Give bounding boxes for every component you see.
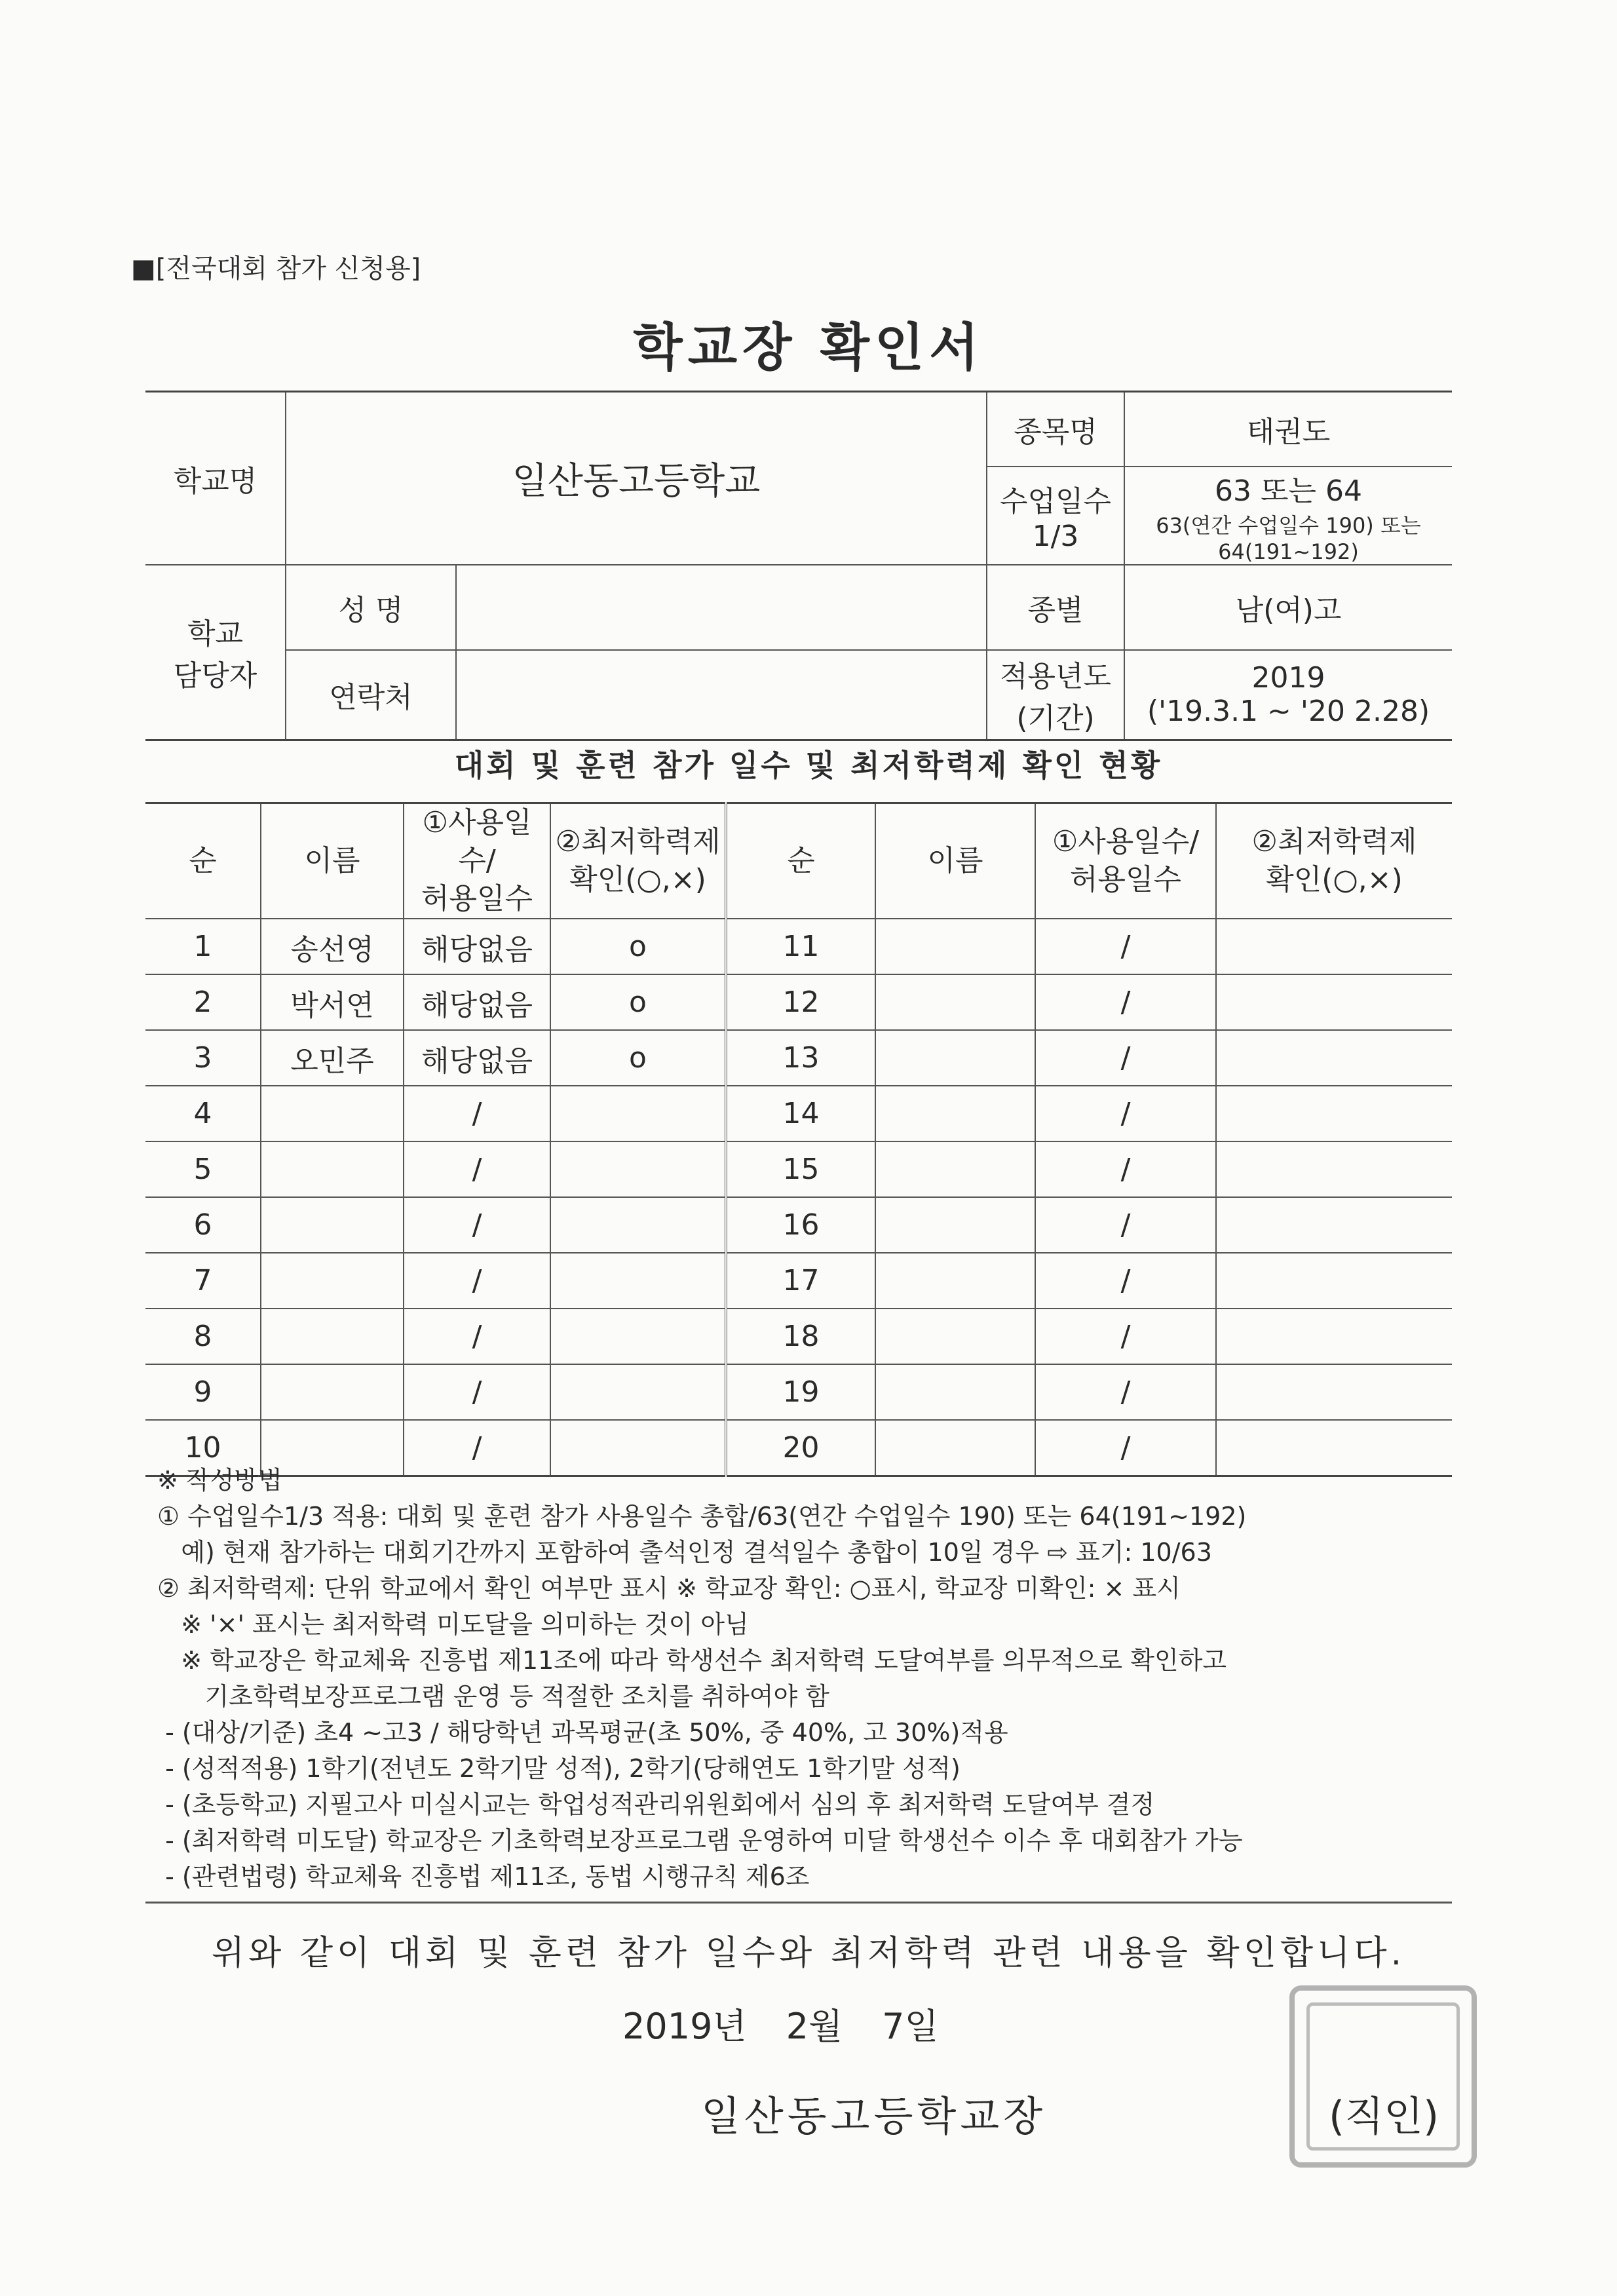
row-check — [550, 1309, 726, 1364]
row-check — [1216, 1086, 1452, 1141]
instruction-line: - (대상/기준) 초4 ~고3 / 해당학년 과목평균(초 50%, 중 40%, 고 30%)적용 — [157, 1718, 1008, 1747]
sport-value: 태권도 — [1124, 392, 1452, 467]
row-days: / — [1035, 1030, 1216, 1086]
row-check — [550, 1086, 726, 1141]
row-name — [875, 1309, 1035, 1364]
row-days: / — [1035, 1086, 1216, 1141]
row-name — [875, 1141, 1035, 1197]
row-name — [875, 1253, 1035, 1309]
row-days: 해당없음 — [404, 1030, 550, 1086]
contact-value — [456, 650, 987, 740]
col-days: ①사용일수/ 허용일수 — [1035, 803, 1216, 919]
row-no: 2 — [145, 974, 261, 1030]
row-no: 9 — [145, 1364, 261, 1420]
row-check — [550, 1364, 726, 1420]
seal-label: (직인) — [1329, 2092, 1439, 2140]
col-no: 순 — [145, 803, 261, 919]
class-days-label: 수업일수 1/3 — [987, 467, 1124, 565]
table-row — [145, 919, 1452, 974]
row-days: / — [404, 1086, 550, 1141]
row-check — [1216, 1364, 1452, 1420]
row-no: 10 — [145, 1420, 261, 1476]
row-no: 20 — [726, 1420, 875, 1476]
table-header-row — [145, 803, 1452, 919]
year-label: 적용년도 (기간) — [987, 650, 1124, 740]
row-check — [1216, 1141, 1452, 1197]
sport-label: 종목명 — [987, 392, 1124, 467]
row-days: / — [1035, 974, 1216, 1030]
row-days: / — [1035, 1253, 1216, 1309]
instruction-line: 기초학력보장프로그램 운영 등 적절한 조치를 취하여야 함 — [157, 1682, 829, 1711]
row-name — [261, 1141, 404, 1197]
row-name — [875, 919, 1035, 974]
row-check — [1216, 1197, 1452, 1253]
row-days: / — [404, 1420, 550, 1476]
instruction-line: - (초등학교) 지필고사 미실시교는 학업성적관리위원회에서 심의 후 최저학력 도달여부 결정 — [157, 1790, 1155, 1819]
table-row — [145, 1197, 1452, 1253]
row-name — [875, 1086, 1035, 1141]
table-row — [145, 1253, 1452, 1309]
row-no: 4 — [145, 1086, 261, 1141]
row-no: 17 — [726, 1253, 875, 1309]
row-days: / — [404, 1309, 550, 1364]
row-days: / — [1035, 1420, 1216, 1476]
row-name: 송선영 — [261, 919, 404, 974]
row-check — [550, 1197, 726, 1253]
gender-value: 남(여)고 — [1124, 565, 1452, 650]
row-days: / — [1035, 1197, 1216, 1253]
row-no: 14 — [726, 1086, 875, 1141]
row-days: / — [404, 1141, 550, 1197]
class-days-value: 63 또는 64 63(연간 수업일수 190) 또는 64(191~192) — [1124, 467, 1452, 565]
row-no: 19 — [726, 1364, 875, 1420]
row-days: / — [1035, 1141, 1216, 1197]
row-check — [1216, 1309, 1452, 1364]
col-check: ②최저학력제 확인(○,×) — [1216, 803, 1452, 919]
instruction-line: - (성적적용) 1학기(전년도 2학기말 성적), 2학기(당해연도 1학기말 성적) — [157, 1754, 961, 1783]
row-name — [261, 1086, 404, 1141]
row-no: 18 — [726, 1309, 875, 1364]
row-check: o — [550, 1030, 726, 1086]
instructions — [157, 1463, 1461, 1895]
table-row — [145, 1030, 1452, 1086]
row-no: 3 — [145, 1030, 261, 1086]
row-no: 6 — [145, 1197, 261, 1253]
name-value — [456, 565, 987, 650]
row-check — [1216, 919, 1452, 974]
instruction-line: ※ '×' 표시는 최저학력 미도달을 의미하는 것이 아님 — [157, 1610, 749, 1639]
principal-title: 일산동고등학교장 — [701, 2092, 1047, 2140]
table-row — [145, 1364, 1452, 1420]
row-name — [261, 1364, 404, 1420]
section-title: 대회 및 훈련 참가 일수 및 최저학력제 확인 현황 — [454, 748, 1163, 783]
row-check — [550, 1253, 726, 1309]
row-days: / — [404, 1253, 550, 1309]
row-days: / — [1035, 919, 1216, 974]
contact-label: 연락처 — [286, 650, 456, 740]
row-name — [875, 1364, 1035, 1420]
instruction-line: - (관련법령) 학교체육 진흥법 제11조, 동법 시행규칙 제6조 — [157, 1862, 810, 1891]
col-check: ②최저학력제 확인(○,×) — [550, 803, 726, 919]
row-no: 16 — [726, 1197, 875, 1253]
table-row — [145, 1141, 1452, 1197]
instruction-line: ※ 작성방법 — [157, 1466, 282, 1495]
row-check: o — [550, 974, 726, 1030]
row-no: 8 — [145, 1309, 261, 1364]
row-no: 11 — [726, 919, 875, 974]
participation-table — [145, 802, 1452, 1477]
school-info-table — [145, 391, 1452, 741]
col-name: 이름 — [261, 803, 404, 919]
row-no: 7 — [145, 1253, 261, 1309]
document-date: 2019년 2월 7일 — [622, 2006, 939, 2047]
row-days: / — [404, 1364, 550, 1420]
instruction-line: ※ 학교장은 학교체육 진흥법 제11조에 따라 학생선수 최저학력 도달여부를 의무적으로 확인하고 — [157, 1646, 1227, 1675]
row-check — [1216, 974, 1452, 1030]
school-name-label: 학교명 — [145, 392, 286, 565]
row-name: 박서연 — [261, 974, 404, 1030]
row-no: 12 — [726, 974, 875, 1030]
row-days: / — [1035, 1309, 1216, 1364]
row-no: 1 — [145, 919, 261, 974]
table-row — [145, 1309, 1452, 1364]
table-row — [145, 1086, 1452, 1141]
row-days: / — [404, 1197, 550, 1253]
name-label: 성 명 — [286, 565, 456, 650]
row-name — [875, 1197, 1035, 1253]
row-days: / — [1035, 1364, 1216, 1420]
instruction-line: ② 최저학력제: 단위 학교에서 확인 여부만 표시 ※ 학교장 확인: ○표시, 학교장 미확인: × 표시 — [157, 1574, 1181, 1603]
confirmation-statement: 위와 같이 대회 및 훈련 참가 일수와 최저학력 관련 내용을 확인합니다. — [211, 1934, 1406, 1973]
school-name-value: 일산동고등학교 — [286, 392, 987, 565]
row-days: 해당없음 — [404, 974, 550, 1030]
row-no: 15 — [726, 1141, 875, 1197]
manager-label: 학교 담당자 — [145, 565, 286, 740]
row-check — [1216, 1253, 1452, 1309]
row-name — [875, 1030, 1035, 1086]
col-days: ①사용일수/ 허용일수 — [404, 803, 550, 919]
col-name: 이름 — [875, 803, 1035, 919]
divider — [145, 1902, 1452, 1904]
row-check: o — [550, 919, 726, 974]
table-row — [145, 974, 1452, 1030]
col-no: 순 — [726, 803, 875, 919]
instruction-line: 예) 현재 참가하는 대회기간까지 포함하여 출석인정 결석일수 총합이 10일 경우 ⇨ 표기: 10/63 — [157, 1538, 1212, 1567]
row-name — [261, 1253, 404, 1309]
row-check — [1216, 1030, 1452, 1086]
instruction-line: - (최저학력 미도달) 학교장은 기초학력보장프로그램 운영하여 미달 학생선수 이수 후 대회참가 가능 — [157, 1826, 1243, 1855]
document-title: 학교장 확인서 — [633, 318, 984, 377]
row-name — [261, 1197, 404, 1253]
row-days: 해당없음 — [404, 919, 550, 974]
gender-label: 종별 — [987, 565, 1124, 650]
row-name: 오민주 — [261, 1030, 404, 1086]
row-no: 13 — [726, 1030, 875, 1086]
row-name — [875, 974, 1035, 1030]
row-name — [261, 1309, 404, 1364]
instruction-line: ① 수업일수1/3 적용: 대회 및 훈련 참가 사용일수 총합/63(연간 수업일수 190) 또는 64(191~192) — [157, 1502, 1247, 1531]
row-no: 5 — [145, 1141, 261, 1197]
form-type-tag: ■[전국대회 참가 신청용] — [131, 254, 421, 284]
row-check — [550, 1141, 726, 1197]
year-value: 2019 ('19.3.1 ~ '20 2.28) — [1124, 650, 1452, 740]
